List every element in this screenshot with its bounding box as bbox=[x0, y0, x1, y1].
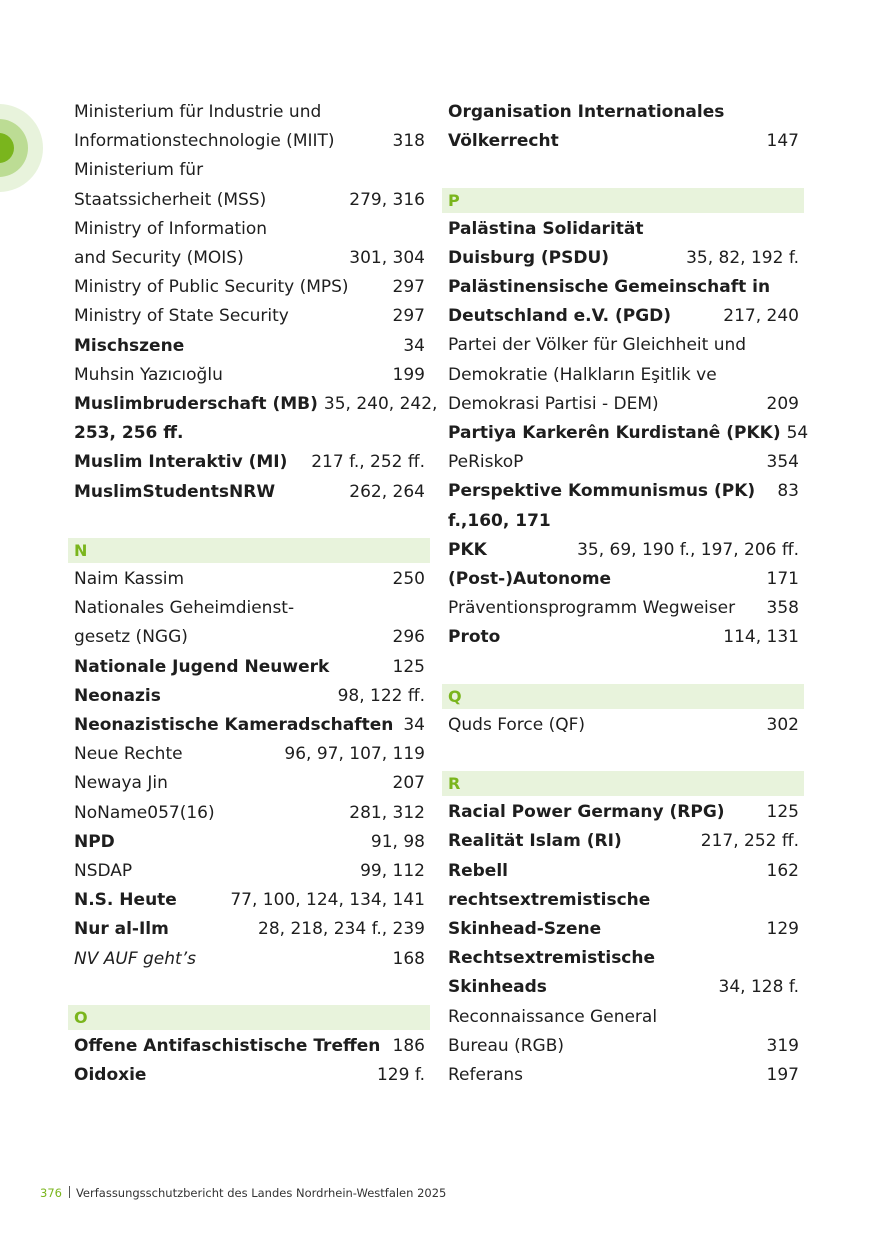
section-spacer bbox=[442, 653, 804, 682]
entry-line bbox=[74, 273, 425, 302]
index-entry bbox=[68, 1032, 430, 1061]
entry-term: Racial Power Germany (RPG) bbox=[448, 802, 725, 823]
section-spacer bbox=[442, 740, 804, 769]
page-number: 376 bbox=[40, 1186, 62, 1200]
index-entry bbox=[68, 769, 430, 798]
index-entry bbox=[68, 945, 430, 974]
entry-pages: 35, 82, 192 f. bbox=[686, 247, 799, 268]
entry-pages: 186 bbox=[392, 1036, 425, 1057]
index-entry bbox=[68, 156, 430, 214]
index-entry bbox=[68, 886, 430, 915]
index-entry bbox=[68, 857, 430, 886]
entry-term: Völkerrecht bbox=[448, 131, 559, 152]
entry-term: MuslimStudentsNRW bbox=[74, 481, 276, 502]
entry-pages: 318 bbox=[392, 131, 425, 152]
entry-term: Ministerium für bbox=[74, 160, 204, 181]
entry-line bbox=[74, 945, 425, 974]
entry-line bbox=[448, 273, 799, 302]
entry-line bbox=[448, 857, 799, 886]
entry-pages: 262, 264 bbox=[349, 481, 425, 502]
index-entry bbox=[68, 478, 430, 507]
index-entry bbox=[68, 215, 430, 273]
entry-line bbox=[74, 361, 425, 390]
index-entry bbox=[442, 944, 804, 1002]
index-entry bbox=[442, 477, 804, 535]
entry-line bbox=[74, 448, 425, 477]
entry-line bbox=[448, 798, 799, 827]
entry-line bbox=[74, 594, 425, 623]
entry-pages: 35, 69, 190 f., 197, 206 ff. bbox=[577, 539, 799, 560]
entry-term: gesetz (NGG) bbox=[74, 627, 188, 648]
entry-pages: 279, 316 bbox=[349, 189, 425, 210]
entry-term: Neue Rechte bbox=[74, 744, 183, 765]
entry-term: Demokrasi Partisi - DEM) bbox=[448, 393, 659, 414]
entry-line bbox=[448, 711, 799, 740]
entry-line bbox=[74, 799, 425, 828]
entry-term: Deutschland e.V. (PGD) bbox=[448, 306, 672, 327]
entry-term: Muslimbruderschaft (MB) bbox=[74, 394, 318, 415]
index-entry bbox=[68, 828, 430, 857]
entry-line bbox=[448, 915, 799, 944]
index-entry bbox=[68, 594, 430, 652]
page-footer bbox=[40, 1186, 446, 1200]
index-entry bbox=[68, 915, 430, 944]
index-entry bbox=[442, 565, 804, 594]
entry-line bbox=[74, 390, 438, 419]
index-entry bbox=[68, 711, 430, 740]
entry-term: NV AUF geht’s bbox=[74, 948, 196, 969]
entry-pages: 281, 312 bbox=[349, 802, 425, 823]
entry-line bbox=[448, 215, 799, 244]
entry-line bbox=[448, 419, 809, 448]
entry-pages: 83 bbox=[777, 481, 799, 502]
entry-term: Ministry of Information bbox=[74, 218, 268, 239]
index-entry bbox=[442, 1061, 804, 1090]
entry-line bbox=[74, 1061, 425, 1090]
entry-term: Skinheads bbox=[448, 977, 547, 998]
entry-pages: 77, 100, 124, 134, 141 bbox=[230, 890, 425, 911]
entry-pages: 217, 240 bbox=[723, 306, 799, 327]
entry-line bbox=[74, 127, 425, 156]
entry-pages: 217, 252 ff. bbox=[700, 831, 799, 852]
entry-line bbox=[448, 127, 799, 156]
entry-line bbox=[448, 623, 799, 652]
entry-term: Offene Antifaschistische Treffen bbox=[74, 1036, 381, 1057]
entry-line bbox=[74, 186, 425, 215]
entry-term: Partei der Völker für Gleichheit und bbox=[448, 335, 747, 356]
index-entry bbox=[442, 711, 804, 740]
entry-pages: 162 bbox=[766, 860, 799, 881]
index-column-left bbox=[68, 98, 438, 1090]
entry-line bbox=[74, 623, 425, 652]
entry-term: Muhsin Yazıcıoğlu bbox=[74, 364, 223, 385]
entry-line bbox=[74, 886, 425, 915]
entry-line bbox=[448, 827, 799, 856]
entry-pages: 217 f., 252 ff. bbox=[311, 452, 425, 473]
entry-term: Ministry of Public Security (MPS) bbox=[74, 277, 349, 298]
entry-line bbox=[74, 478, 425, 507]
entry-term: Ministerium für Industrie und bbox=[74, 102, 322, 122]
entry-line bbox=[74, 769, 425, 798]
index-entry bbox=[68, 799, 430, 828]
entry-pages: 114, 131 bbox=[723, 627, 799, 648]
entry-pages: 35, 240, 242, bbox=[323, 394, 438, 415]
index-entry bbox=[68, 1061, 430, 1090]
entry-term: NPD bbox=[74, 831, 115, 852]
entry-term: Bureau (RGB) bbox=[448, 1035, 565, 1056]
entry-pages: 96, 97, 107, 119 bbox=[284, 744, 425, 765]
entry-line bbox=[448, 594, 799, 623]
entry-term: Nur al-Ilm bbox=[74, 919, 169, 940]
entry-term: Palästinensische Gemeinschaft in bbox=[448, 277, 771, 297]
index-entry bbox=[68, 332, 430, 361]
index-entry bbox=[68, 682, 430, 711]
index-entry bbox=[68, 302, 430, 331]
entry-pages: 207 bbox=[392, 773, 425, 794]
entry-line bbox=[74, 244, 425, 273]
entry-term: Palästina Solidarität bbox=[448, 218, 644, 239]
entry-term: Demokratie (Halkların Eşitlik ve bbox=[448, 364, 717, 385]
entry-term: Rechtsextremistische bbox=[448, 948, 656, 969]
entry-line bbox=[74, 1032, 425, 1061]
index-entry bbox=[68, 273, 430, 302]
entry-line bbox=[448, 565, 799, 594]
index-entry bbox=[68, 98, 430, 156]
entry-term: Rebell bbox=[448, 860, 508, 881]
entry-term: Naim Kassim bbox=[74, 569, 185, 590]
index-entry bbox=[442, 827, 804, 856]
entry-pages: 296 bbox=[392, 627, 425, 648]
entry-pages: 98, 122 ff. bbox=[337, 685, 425, 706]
entry-pages: 129 f. bbox=[376, 1065, 425, 1086]
entry-term: 253, 256 ff. bbox=[74, 423, 184, 444]
entry-line bbox=[74, 332, 425, 361]
entry-pages: 54 bbox=[786, 423, 809, 444]
entry-line bbox=[74, 98, 425, 127]
index-entry bbox=[442, 98, 804, 156]
entry-pages: 199 bbox=[392, 364, 425, 385]
entry-term: Neonazis bbox=[74, 685, 161, 706]
entry-term: Muslim Interaktiv (MI) bbox=[74, 452, 288, 473]
entry-pages: 147 bbox=[766, 131, 799, 152]
entry-pages: 34 bbox=[403, 715, 425, 736]
entry-term: PeRiskoP bbox=[448, 452, 524, 473]
letter-heading: P bbox=[442, 188, 804, 213]
entry-pages: 28, 218, 234 f., 239 bbox=[258, 919, 425, 940]
index-entry bbox=[442, 623, 804, 652]
entry-line bbox=[74, 653, 425, 682]
entry-line bbox=[74, 857, 425, 886]
index-entry bbox=[442, 536, 804, 565]
footer-text: Verfassungsschutzbericht des Landes Nordrhein-Westfalen 2025 bbox=[75, 1186, 447, 1200]
letter-heading: O bbox=[68, 1005, 430, 1030]
index-entry bbox=[68, 448, 430, 477]
section-spacer bbox=[442, 156, 804, 185]
entry-line bbox=[74, 156, 425, 185]
entry-pages: 34 bbox=[403, 335, 425, 356]
entry-pages: 297 bbox=[392, 306, 425, 327]
entry-pages: 129 bbox=[766, 919, 799, 940]
entry-line bbox=[448, 944, 799, 973]
entry-term: Partiya Karkerên Kurdistanê (PKK) bbox=[448, 423, 781, 444]
entry-line bbox=[448, 244, 799, 273]
entry-pages: 99, 112 bbox=[360, 861, 425, 882]
index-entry bbox=[442, 448, 804, 477]
entry-term: Duisburg (PSDU) bbox=[448, 247, 610, 268]
entry-term: and Security (MOIS) bbox=[74, 248, 244, 269]
entry-term: Staatssicherheit (MSS) bbox=[74, 189, 267, 210]
entry-term: Präventionsprogramm Wegweiser bbox=[448, 598, 736, 619]
entry-pages: 209 bbox=[766, 393, 799, 414]
index-entry bbox=[68, 361, 430, 390]
decorative-circle-icon bbox=[0, 104, 43, 192]
entry-pages: 354 bbox=[766, 452, 799, 473]
entry-line bbox=[448, 331, 799, 360]
entry-line bbox=[448, 302, 799, 331]
entry-term: PKK bbox=[448, 539, 487, 560]
entry-term: Proto bbox=[448, 627, 501, 648]
index-entry bbox=[442, 215, 804, 273]
index-column-right bbox=[442, 98, 809, 1090]
index-entry bbox=[442, 273, 804, 331]
index-entry bbox=[68, 565, 430, 594]
entry-term: Nationale Jugend Neuwerk bbox=[74, 656, 330, 677]
entry-line bbox=[448, 886, 799, 915]
entry-line bbox=[448, 448, 799, 477]
entry-term: Quds Force (QF) bbox=[448, 714, 586, 735]
entry-line bbox=[448, 477, 799, 506]
entry-line bbox=[448, 536, 799, 565]
entry-line bbox=[448, 1003, 799, 1032]
entry-term: Oidoxie bbox=[74, 1065, 147, 1086]
entry-term: Ministry of State Security bbox=[74, 306, 289, 327]
entry-term: N.S. Heute bbox=[74, 890, 177, 911]
entry-line bbox=[74, 740, 425, 769]
entry-line bbox=[448, 390, 799, 419]
entry-term: Neonazistische Kameradschaften bbox=[74, 715, 394, 736]
entry-pages: 168 bbox=[392, 948, 425, 969]
entry-pages: 301, 304 bbox=[349, 248, 425, 269]
entry-term: f.,160, 171 bbox=[448, 510, 551, 531]
section-spacer bbox=[68, 974, 430, 1003]
index-entry bbox=[442, 331, 804, 419]
index-entry bbox=[442, 886, 804, 944]
index-entry bbox=[442, 1003, 804, 1061]
entry-pages: 91, 98 bbox=[370, 831, 425, 852]
entry-pages: 197 bbox=[766, 1065, 799, 1086]
entry-line bbox=[74, 711, 425, 740]
index-entry bbox=[68, 653, 430, 682]
footer-separator bbox=[69, 1186, 70, 1198]
entry-term: NSDAP bbox=[74, 861, 133, 882]
entry-line bbox=[448, 361, 799, 390]
entry-line bbox=[448, 1061, 799, 1090]
index-entry bbox=[68, 740, 430, 769]
entry-line bbox=[74, 302, 425, 331]
entry-pages: 125 bbox=[392, 656, 425, 677]
section-spacer bbox=[68, 507, 430, 536]
entry-line bbox=[74, 419, 425, 448]
entry-line bbox=[448, 973, 799, 1002]
entry-line bbox=[448, 98, 799, 127]
entry-term: NoName057(16) bbox=[74, 802, 215, 823]
entry-pages: 302 bbox=[766, 714, 799, 735]
entry-pages: 171 bbox=[766, 569, 799, 590]
entry-term: Skinhead-Szene bbox=[448, 919, 602, 940]
entry-term: (Post-)Autonome bbox=[448, 569, 612, 590]
entry-line bbox=[74, 565, 425, 594]
entry-term: Perspektive Kommunismus (PK) bbox=[448, 481, 756, 502]
entry-term: Nationales Geheimdienst- bbox=[74, 598, 295, 619]
index-entry bbox=[442, 594, 804, 623]
entry-pages: 358 bbox=[766, 598, 799, 619]
letter-heading: Q bbox=[442, 684, 804, 709]
entry-pages: 125 bbox=[766, 802, 799, 823]
entry-term: Reconnaissance General bbox=[448, 1006, 658, 1027]
entry-line bbox=[448, 507, 799, 536]
index-entry bbox=[68, 390, 438, 448]
entry-pages: 297 bbox=[392, 277, 425, 298]
entry-term: Informationstechnologie (MIIT) bbox=[74, 131, 335, 152]
entry-pages: 250 bbox=[392, 569, 425, 590]
entry-term: Organisation Internationales bbox=[448, 102, 725, 122]
entry-pages: 34, 128 f. bbox=[718, 977, 799, 998]
entry-term: Mischszene bbox=[74, 335, 185, 356]
index-entry bbox=[442, 419, 809, 448]
entry-line bbox=[448, 1032, 799, 1061]
index-entry bbox=[442, 857, 804, 886]
entry-line bbox=[74, 828, 425, 857]
entry-line bbox=[74, 215, 425, 244]
entry-term: Referans bbox=[448, 1065, 523, 1086]
entry-pages: 319 bbox=[766, 1035, 799, 1056]
entry-line bbox=[74, 682, 425, 711]
index-entry bbox=[442, 798, 804, 827]
entry-term: rechtsextremistische bbox=[448, 889, 651, 910]
entry-line bbox=[74, 915, 425, 944]
letter-heading: N bbox=[68, 538, 430, 563]
entry-term: Realität Islam (RI) bbox=[448, 831, 622, 852]
letter-heading: R bbox=[442, 771, 804, 796]
entry-term: Newaya Jin bbox=[74, 773, 168, 794]
